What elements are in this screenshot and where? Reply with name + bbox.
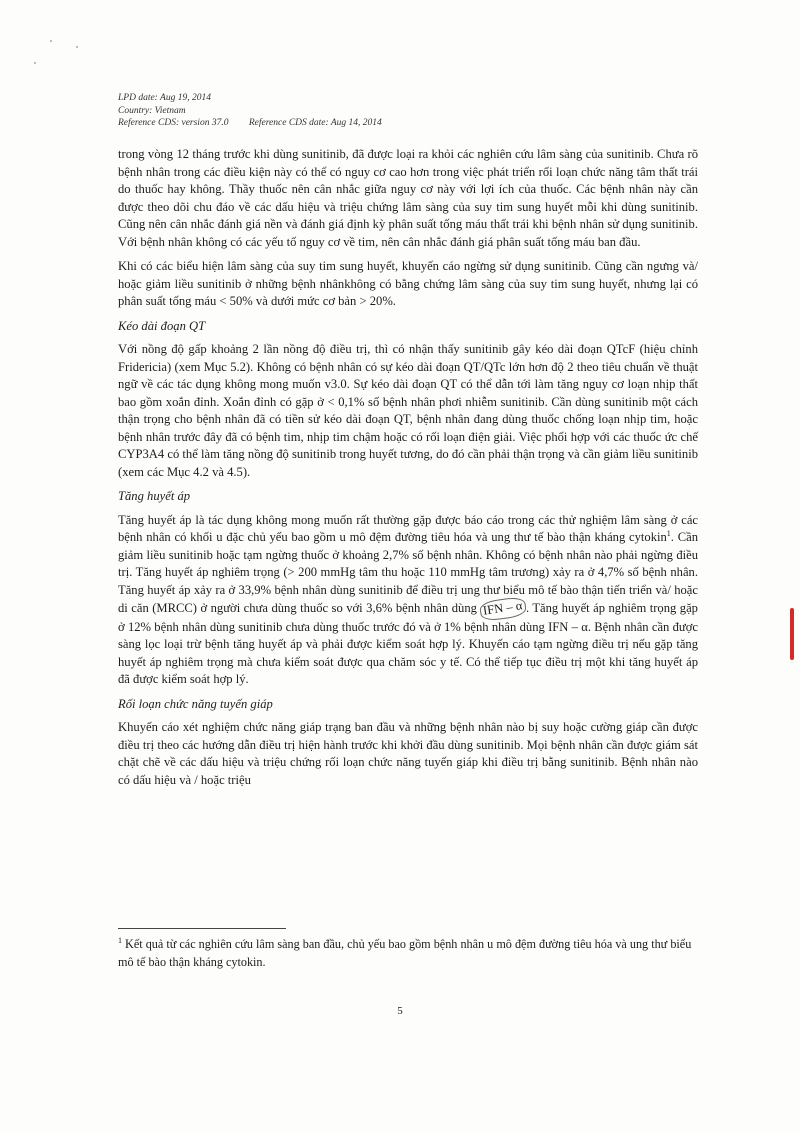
- scan-speck: [34, 62, 36, 64]
- country: Country: Vietnam: [118, 105, 186, 116]
- footnote-text: Kết quả từ các nghiên cứu lâm sàng ban đầu, chủ yếu bao gồm bệnh nhân u mô đệm đường tiêu hóa và ung thư biểu mô tế bào thận kháng cytokin.: [118, 937, 692, 969]
- section-heading-qt: Kéo dài đoạn QT: [118, 318, 206, 333]
- paragraph-thyroid: Khuyến cáo xét nghiệm chức năng giáp trạng ban đầu và những bệnh nhân nào bị suy hoặc cường giáp cần được điều trị theo các hướng dẫn điều trị hiện hành trước khi khởi đầu dùng sunitinib. Mọi bệnh nhân cần được giám sát chặt chẽ về các dấu hiệu và triệu chứng rối loạn chức năng tuyến giáp khi điều trị bằng sunitinib. Bệnh nhân nào có dấu hiệu và / hoặc triệu: [118, 720, 698, 787]
- hypertension-text-a: Tăng huyết áp là tác dụng không mong muốn rất thường gặp được báo cáo trong các thử nghiệm lâm sàng ở các bệnh nhân có khối u đặc chủ yếu bao gồm u mô đệm đường tiêu hóa và ung thư tế bào thận kháng cytokin: [118, 512, 698, 544]
- paragraph-qt: Với nồng độ gấp khoảng 2 lần nồng độ điều trị, thì có nhận thấy sunitinib gây kéo dài đoạn QTcF (hiệu chỉnh Fridericia) (xem Mục 5.2). Không có bệnh nhân có sự kéo dài đoạn QT/QTc lớn hơn độ 2 theo tiêu chuẩn về thuật ngữ về các tác dụng không mong muốn v3.0. Sự kéo dài đoạn QT có thể dẫn tới làm tăng nguy cơ loạn nhịp thất bao gồm xoắn đỉnh. Xoắn đỉnh có gặp ở < 0,1% số bệnh nhân phơi nhiễm sunitinib. Cần dùng sunitinib một cách thận trọng cho bệnh nhân đã có tiền sử kéo dài đoạn QT, bệnh nhân đang dùng thuốc chống loạn nhịp tim, hoặc bệnh nhân trước đây đã có bệnh tim, nhịp tim chậm hoặc có rối loạn điện giải. Việc phối hợp với các thuốc ức chế CYP3A4 có thể làm tăng nồng độ sunitinib trong huyết tương, do đó cần phải thận trọng và cần giảm liều sunitinib (xem các Mục 4.2 và 4.5).: [118, 342, 698, 479]
- red-edge-mark: [790, 608, 794, 660]
- reference-row: [118, 117, 382, 130]
- scan-speck: [76, 46, 78, 48]
- page-number: 5: [397, 1005, 403, 1017]
- hypertension-text-b: . Cần giảm liều sunitinib hoặc tạm ngừng thuốc ở khoảng 2,7% số bệnh nhân. Không có bệnh nhân nào phải ngừng điều trị. Tăng huyết áp nghiêm trọng (> 200 mmHg tâm thu hoặc 110 mmHg tâm trương) xảy ra ở 4,7% số bệnh nhân. Tăng huyết áp xảy ra ở 33,9% bệnh nhân dùng sunitinib để điều trị ung thư biểu mô tế bào thận tiến triển và/ hoặc di căn (MRCC) ở người chưa dùng thuốc so với 3,6% bệnh nhân dùng: [118, 530, 698, 615]
- footnote-marker: 1: [118, 935, 122, 945]
- reference-cds-date: Reference CDS date: Aug 14, 2014: [248, 118, 382, 128]
- handwritten-annotation: IFN – α: [479, 596, 527, 622]
- paragraph-stop-treatment: Khi có các biểu hiện lâm sàng của suy tim sung huyết, khuyến cáo ngừng sử dụng sunitinib. Cũng cần ngưng và/ hoặc giảm liều sunitinib ở những bệnh nhânkhông có bằng chứng lâm sàng của suy tim sung huyết, nhưng lại có phân suất tống máu < 50% và dưới mức cơ bản > 20%.: [118, 259, 698, 308]
- section-heading-thyroid: Rối loạn chức năng tuyến giáp: [118, 696, 273, 711]
- lpd-date: LPD date: Aug 19, 2014: [118, 93, 211, 103]
- paragraph-hypertension: [118, 512, 698, 689]
- footnote-ref: 1: [666, 528, 671, 538]
- document-body: [118, 146, 698, 796]
- hypertension-text-c: . Tăng huyết áp nghiêm trọng gặp ở 12% bệnh nhân dùng sunitinib chưa dùng thuốc trước đó và ở 1% bệnh nhân dùng IFN – α. Bệnh nhân cần được sàng lọc loại trừ bệnh tăng huyết áp và phải được kiểm soát hợp lý. Khuyến cáo tạm ngừng điều trị nếu gặp tăng huyết áp nghiêm trọng mà chưa kiểm soát được qua chăm sóc y tế. Có thể tiếp tục điều trị một khi tăng huyết áp đã được kiểm soát hợp lý.: [118, 601, 698, 686]
- footnote-divider: [118, 928, 286, 929]
- scan-speck: [50, 40, 52, 42]
- paragraph-heart-failure: trong vòng 12 tháng trước khi dùng sunitinib, đã được loại ra khỏi các nghiên cứu lâm sàng của sunitinib. Chưa rõ bệnh nhân trong các điều kiện này có thể có nguy cơ cao hơn trong việc phát triển rối loạn chức năng tâm thất trái do thuốc hay không. Thầy thuốc nên cân nhắc giữa nguy cơ này với lợi ích của thuốc. Các bệnh nhân này cần được theo dõi chu đáo về các dấu hiệu và triệu chứng lâm sàng của suy tim sung huyết mỗi khi dùng sunitinib. Cũng nên cân nhắc đánh giá nền và đánh giá định kỳ phân suất tống máu thất trái khi bệnh nhân sử dụng sunitinib. Với bệnh nhân không có các yếu tố nguy cơ về tim, nên cân nhắc đánh giá phân suất tống máu ban đầu.: [118, 147, 698, 249]
- footnote: [118, 935, 698, 971]
- document-header: [118, 92, 382, 130]
- section-heading-hypertension: Tăng huyết áp: [118, 489, 191, 503]
- reference-cds-version: Reference CDS: version 37.0: [118, 118, 229, 128]
